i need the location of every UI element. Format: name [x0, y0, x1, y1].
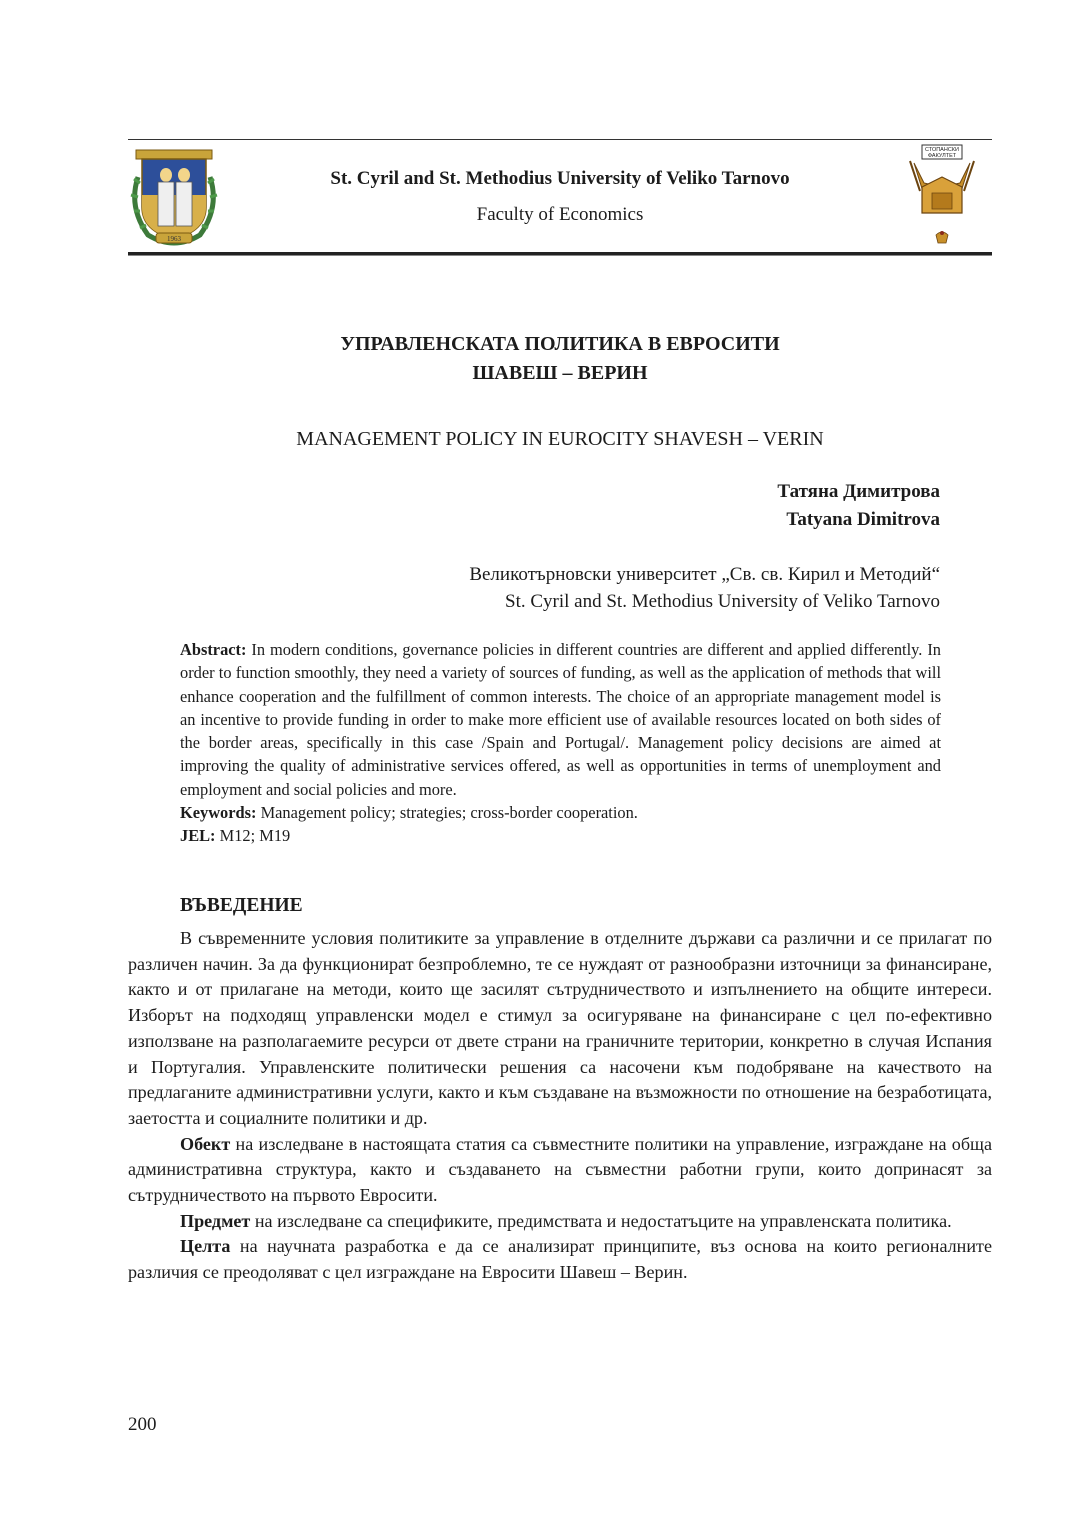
header-top-rule	[128, 139, 992, 140]
emblem-text-1: СТОПАНСКИ	[925, 147, 959, 153]
faculty-emblem-icon	[906, 143, 978, 251]
abstract-block	[180, 638, 941, 848]
university-crest-icon	[128, 147, 220, 247]
subject-text: на изследване са спецификите, предимствата и недостатъците на управленската политика.	[250, 1210, 952, 1231]
goal-label: Целта	[180, 1236, 231, 1257]
jel-line	[180, 824, 941, 847]
object-text: на изследване в настоящата статия са съвместните политики на управление, изграждане на обща административна структура, както и създаването на съвместни работни групи, които допринасят за сътрудничеството на първото Евросити.	[128, 1133, 992, 1206]
title-line-2: ШАВЕШ – ВЕРИН	[472, 362, 648, 384]
university-name: St. Cyril and St. Methodius University of Veliko Tarnovo	[330, 168, 790, 189]
goal-text: на научната разработка е да се анализират принципите, въз основа на които регионалните различия се преодоляват с цел изграждане на Евросити Шавеш – Верин.	[128, 1236, 992, 1283]
intro-paragraph-1: В съвременните условия политиките за управление в отделните държави са различни и се прилагат по различен начин. За да функционират безпроблемно, те се нуждаят от разнообразни източници за финансиране, както и от прилагане на методи, които ще засилят сътрудничеството и изпълнението на общите интереси. Изборът на подходящ управленски модел е стимул за осигуряване на финансиране с цел по-ефективно използване на разполагаемите ресурси от двете страни на граничните територии, конкретно в случая Испания и Португалия. Управленските политически решения са насочени към подобряване на качеството на предлаганите административни услуги, както и към създаване на възможности по отношение на безработицата, заетостта и социалните политики и др.	[128, 928, 992, 1128]
affiliation-en: St. Cyril and St. Methodius University of Veliko Tarnovo	[505, 591, 940, 612]
object-label: Обект	[180, 1133, 231, 1154]
title-line-1: УПРАВЛЕНСКАТА ПОЛИТИКА В ЕВРОСИТИ	[340, 333, 780, 355]
author-name-bg: Татяна Димитрова	[777, 481, 940, 502]
intro-paragraph-4	[128, 1234, 992, 1285]
emblem-text-2: ФАКУЛТЕТ	[927, 153, 957, 159]
faculty-name: Faculty of Economics	[476, 204, 644, 225]
intro-body	[128, 926, 992, 1286]
author-name-en: Tatyana Dimitrova	[786, 509, 940, 530]
intro-paragraph-3	[128, 1209, 992, 1235]
keywords-line	[180, 801, 941, 824]
abstract-label: Abstract:	[180, 640, 247, 659]
crest-year: 1963	[167, 235, 181, 243]
jel-text: M12; M19	[215, 826, 291, 846]
abstract-paragraph	[180, 638, 941, 801]
article-title-bg	[128, 330, 992, 388]
subject-label: Предмет	[180, 1210, 251, 1231]
intro-paragraph-2	[128, 1132, 992, 1209]
abstract-text: In modern conditions, governance policies in different countries are different and applied differently. In order to function smoothly, they need a variety of sources of funding, as well as the application of methods that will enhance cooperation and the fulfillment of common interests. The choice of an appropriate management model is an incentive to provide funding in order to make more efficient use of available resources located on both sides of the border areas, specifically in this case /Spain and Portugal/. Management policy decisions are aimed at improving the quality of administrative services offered, as well as opportunities in terms of unemployment and employment and social policies and more.	[180, 640, 941, 799]
article-title-en: MANAGEMENT POLICY IN EUROCITY SHAVESH – VERIN	[296, 428, 824, 450]
page-number: 200	[128, 1414, 157, 1435]
keywords-text: Management policy; strategies; cross-border cooperation.	[256, 803, 638, 823]
keywords-label: Keywords:	[180, 803, 257, 823]
affiliation-bg: Великотърновски университет „Св. св. Кирил и Методий“	[469, 564, 940, 585]
header-bottom-rule-shadow	[128, 255, 992, 256]
section-heading-intro: ВЪВЕДЕНИЕ	[180, 895, 303, 916]
jel-label: JEL:	[180, 826, 216, 846]
